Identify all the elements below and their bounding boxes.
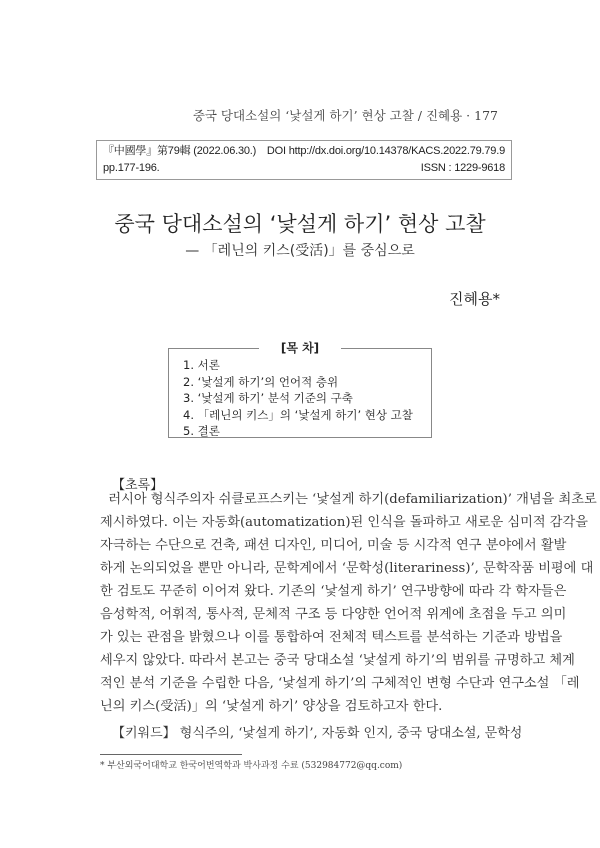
running-header: 중국 당대소설의 ‘낯설게 하기’ 현상 고찰 / 진혜용 · 177	[192, 108, 498, 123]
toc-heading: [목 차]	[259, 341, 341, 355]
page-range: pp.177-196.	[103, 162, 160, 174]
abstract-line: 러시아 형식주의자 쉬클로프스키는 ‘낯설게 하기(defamiliarization)’ 개념을 최초로	[100, 492, 597, 507]
toc-item: 4. 「레닌의 키스」의 ‘낯설게 하기’ 현상 고찰	[183, 407, 413, 422]
abstract-line: 가 있는 관점을 밝혔으나 이를 통합하여 전체적 텍스트를 분석하는 기준과 방법을	[100, 630, 563, 645]
paper-subtitle: — 「레닌의 키스(受活)」를 중심으로	[185, 243, 415, 259]
abstract-line: 자극하는 수단으로 건축, 패션 디자인, 미디어, 미술 등 시각적 연구 분야에서 활발	[100, 538, 567, 553]
abstract-line: 한 검토도 꾸준히 이어져 왔다. 기존의 ‘낯설게 하기’ 연구방향에 따라 각 학자들은	[100, 584, 567, 599]
abstract-line: 닌의 키스(受活)」의 ‘낯설게 하기’ 양상을 검토하고자 한다.	[100, 699, 443, 714]
publication-info-box	[96, 140, 512, 180]
toc-item: 2. ‘낯설게 하기’의 언어적 층위	[183, 374, 339, 389]
toc-item: 1. 서론	[183, 358, 220, 372]
toc-item: 5. 결론	[183, 424, 220, 438]
keywords: 【키워드】 형식주의, ‘낯설게 하기’, 자동화 인지, 중국 당대소설, 문학성	[112, 726, 523, 741]
footnote: * 부산외국어대학교 한국어번역학과 박사과정 수료 (532984772@qq.com)	[100, 761, 403, 771]
abstract-line: 세우지 않았다. 따라서 본고는 중국 당대소설 ‘낯설게 하기’의 범위를 규명하고 체계	[100, 653, 575, 668]
table-of-contents	[168, 341, 432, 438]
abstract-line: 하게 논의되었을 뿐만 아니라, 문학계에서 ‘문학성(literariness)’, 문학작품 비평에 대	[100, 561, 594, 576]
author: 진혜용*	[449, 290, 500, 308]
issn: ISSN : 1229-9618	[420, 162, 505, 174]
doi: DOI http://dx.doi.org/10.14378/KACS.2022.79.79.9	[266, 145, 505, 157]
footnote-divider	[100, 754, 242, 755]
abstract-heading: 【초록】	[112, 478, 164, 493]
abstract-line: 적인 분석 기준을 수립한 다음, ‘낯설게 하기’의 구체적인 변형 수단과 연구소설 「레	[100, 676, 580, 691]
abstract-line: 음성학적, 어휘적, 통사적, 문체적 구조 등 다양한 언어적 위계에 초점을 두고 의미	[100, 607, 567, 622]
abstract-line: 제시하였다. 이는 자동화(automatization)된 인식을 돌파하고 새로운 심미적 감각을	[100, 515, 589, 530]
paper-title: 중국 당대소설의 ‘낯설게 하기’ 현상 고찰	[114, 212, 486, 236]
toc-item: 3. ‘낯설게 하기’ 분석 기준의 구축	[183, 391, 353, 405]
journal-info: 『中國學』第79輯 (2022.06.30.)	[103, 145, 257, 157]
